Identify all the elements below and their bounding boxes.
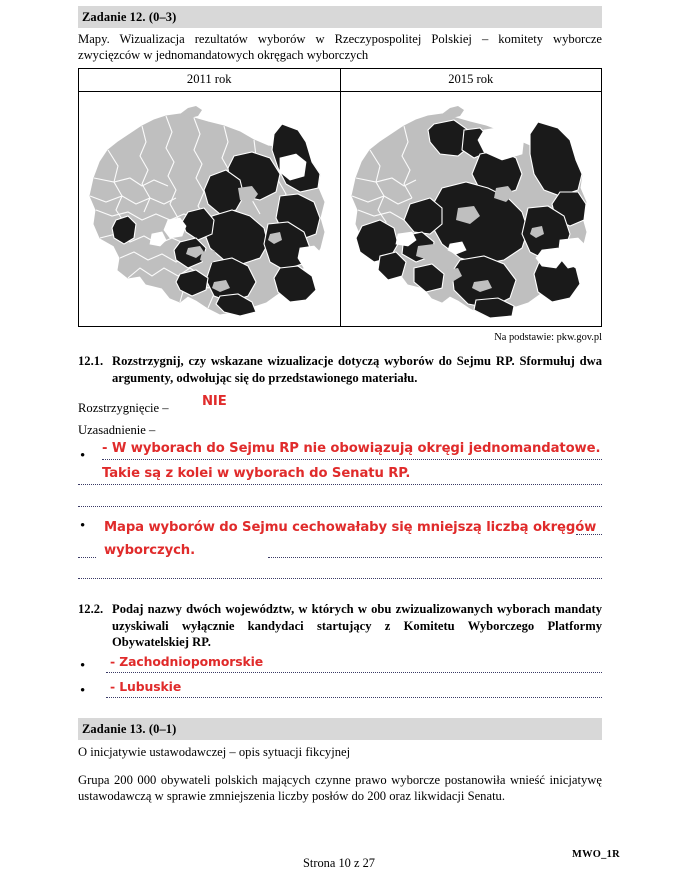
question-12-1 — [78, 353, 602, 386]
decision-answer: NIE — [202, 394, 227, 409]
answer-1-text-line-1: - W wyborach do Sejmu RP nie obowiązują okręgi jednomandatowe. — [102, 441, 601, 456]
answer-line-4 — [78, 516, 602, 540]
answer-dotted-line-3[interactable] — [78, 506, 602, 507]
bullet-2-glyph: • — [80, 518, 86, 534]
bullet-3-glyph: • — [80, 658, 86, 674]
decision-row — [78, 394, 602, 419]
task-12-intro: Mapy. Wizualizacja rezultatów wyborów w Rzeczypospolitej Polskiej – komitety wyborcze zwycięzców w jednomandatowych okręgach wyborczych — [78, 32, 602, 63]
answer-dotted-line-4[interactable] — [576, 534, 602, 535]
poland-map-2011 — [84, 92, 334, 324]
question-12-2-number: 12.2. — [78, 602, 104, 616]
answer-line-7 — [78, 654, 602, 678]
maps-source: Na podstawie: pkw.gov.pl — [494, 332, 602, 343]
task-13-subtitle: O inicjatywie ustawodawczej – opis sytuacji fikcyjnej — [78, 745, 351, 759]
question-12-2 — [78, 601, 602, 651]
footer-sheet-code: MWO_1R — [572, 849, 620, 860]
answer-dotted-line-5a[interactable] — [78, 557, 96, 558]
question-12-1-number: 12.1. — [78, 354, 104, 368]
footer-page-number: Strona 10 z 27 — [303, 856, 375, 870]
answer-line-8 — [78, 678, 602, 702]
question-12-2-text: Podaj nazwy dwóch województw, w których w obu zwizualizowanych wyborach mandaty uzyskiwali wyłącznie kandydaci startujący z Komitetu Wyborczego Platformy Obywatelskiej RP. — [112, 602, 602, 650]
map-cell-2011 — [79, 92, 341, 327]
bullet-4-glyph: • — [80, 683, 86, 699]
maps-table — [78, 68, 602, 327]
decision-label: Rozstrzygnięcie – — [78, 401, 169, 415]
answer-line-2 — [78, 466, 602, 490]
answer-voivodeship-2: - Lubuskie — [110, 679, 182, 694]
map-cell-2015 — [340, 92, 602, 327]
map-title-2015: 2015 rok — [340, 69, 602, 92]
answer-dotted-line-6[interactable] — [78, 578, 602, 579]
question-12-1-text: Rozstrzygnij, czy wskazane wizualizacje dotyczą wyborów do Sejmu RP. Sformułuj dwa argumenty, odwołując się do przedstawionego materiału. — [112, 354, 602, 385]
map-title-2011: 2011 rok — [79, 69, 341, 92]
bullet-1-glyph: • — [80, 448, 86, 464]
answer-2-text-line-1: Mapa wyborów do Sejmu cechowałaby się mniejszą liczbą okręgów — [104, 520, 597, 535]
answer-line-6 — [78, 564, 602, 586]
answer-2-text-line-2: wyborczych. — [104, 543, 195, 558]
task-13-body: Grupa 200 000 obywateli polskich mających czynne prawo wyborcze postanowiła wnieść inicjatywę ustawodawczą w sprawie zmniejszenia liczby posłów do 200 oraz likwidacji Senatu. — [78, 773, 602, 804]
justification-label: Uzasadnienie – — [78, 423, 156, 437]
answer-voivodeship-1: - Zachodniopomorskie — [110, 654, 264, 669]
answer-dotted-line-2[interactable] — [78, 484, 602, 485]
answer-dotted-line-5b[interactable] — [268, 557, 602, 558]
task-13-header: Zadanie 13. (0–1) — [78, 718, 602, 740]
answer-line-3 — [78, 490, 602, 512]
answer-1-text-line-2: Takie są z kolei w wyborach do Senatu RP. — [102, 466, 411, 481]
answer-dotted-line-8[interactable] — [106, 697, 602, 698]
maps-header-row — [79, 69, 602, 92]
poland-map-2015 — [346, 92, 596, 324]
answer-line-5 — [78, 540, 602, 564]
task-12-header: Zadanie 12. (0–3) — [78, 6, 602, 28]
answer-dotted-line-7[interactable] — [106, 672, 602, 673]
answer-line-1 — [78, 441, 602, 465]
maps-body-row — [79, 92, 602, 327]
answer-dotted-line-1[interactable] — [102, 459, 602, 460]
